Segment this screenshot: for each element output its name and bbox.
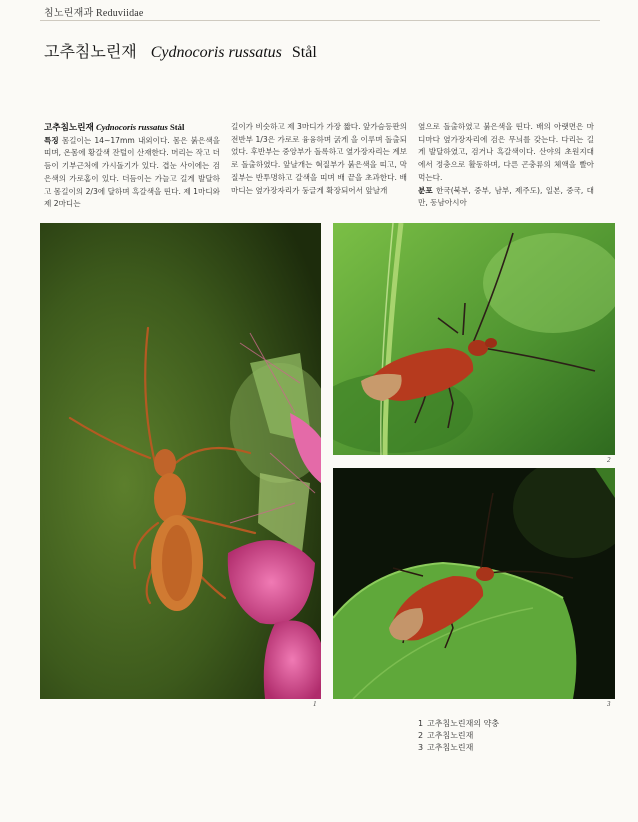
page-title: [44, 39, 317, 62]
photo-adult-stem: [333, 223, 615, 455]
text-column-2: [231, 121, 407, 197]
caption-3: 3 고추침노린재: [418, 743, 474, 752]
title-author: Stål: [291, 44, 317, 61]
distribution-text: 한국(북부, 중부, 남부, 제주도), 일본, 중국, 대만, 동남아시아: [418, 185, 594, 208]
feature-text-end: 옆으로 돌출하였고 붉은색을 띤다. 배의 아랫면은 마디마다 옆가장자리에 검은 무늬를 갖는다. 다리는 길게 발달하였고, 검거나 흑갈색이다. 산야의 초원지대에서 정충으로 활동하며, 다른 곤충류의 체액을 빨아 먹는다.: [418, 122, 594, 182]
title-latin: Cydnocoris russatus: [150, 44, 282, 61]
photo-number-3: 3: [607, 700, 611, 708]
header-rule: [40, 20, 600, 21]
feature-label: 특징: [44, 135, 59, 145]
feature-text: 몸길이는 14~17mm 내외이다. 몸은 붉은색을 띠며, 온몸에 황갈색 잔털이 산재한다. 머리는 작고 더듬이 기부근처에 가시돌기가 있다. 겹눈 사이에는 검은색의 가로홈이 있다. 더듬이는 가늘고 길게 발달하고 몸길이의 2/3에 달하며 흑갈색을 띤다. 제 1마디와 제 2마디는: [44, 135, 221, 209]
photo-adult-leaf: [333, 468, 615, 699]
species-heading: 고추침노린재 Cydnocoris russatus Stål: [44, 122, 185, 132]
caption-2: 2 고추침노린재: [418, 731, 474, 740]
photo-captions: [418, 718, 499, 754]
distribution-label: 분포: [418, 185, 433, 195]
photo-number-2: 2: [607, 456, 611, 464]
text-column-3: [418, 121, 594, 210]
running-head: 침노린재과 Reduviidae: [44, 8, 144, 19]
text-column-1: [44, 121, 220, 211]
feature-text-continued: 길이가 비슷하고 제 3마디가 가장 짧다. 앞가슴등판의 전반부 1/3은 가로로 융융하며 굵게 을 이루며 돌출되었다. 후반부는 중앙부가 돌록하고 옆가장자리는 계보로 돌출하였다. 앞날개는 혁질부가 붉은색을 띠고, 막질부는 반투명하고 갈색을 띠며 배 끝을 초과한다. 배마디는 옆가장자리가 둥글게 확장되어서 앞날개: [231, 122, 407, 195]
photo-number-1: 1: [313, 700, 317, 708]
title-korean: 고추침노린재: [44, 44, 137, 61]
caption-1: 1 고추침노린재의 약충: [418, 719, 500, 728]
photo-nymph: [40, 223, 321, 699]
